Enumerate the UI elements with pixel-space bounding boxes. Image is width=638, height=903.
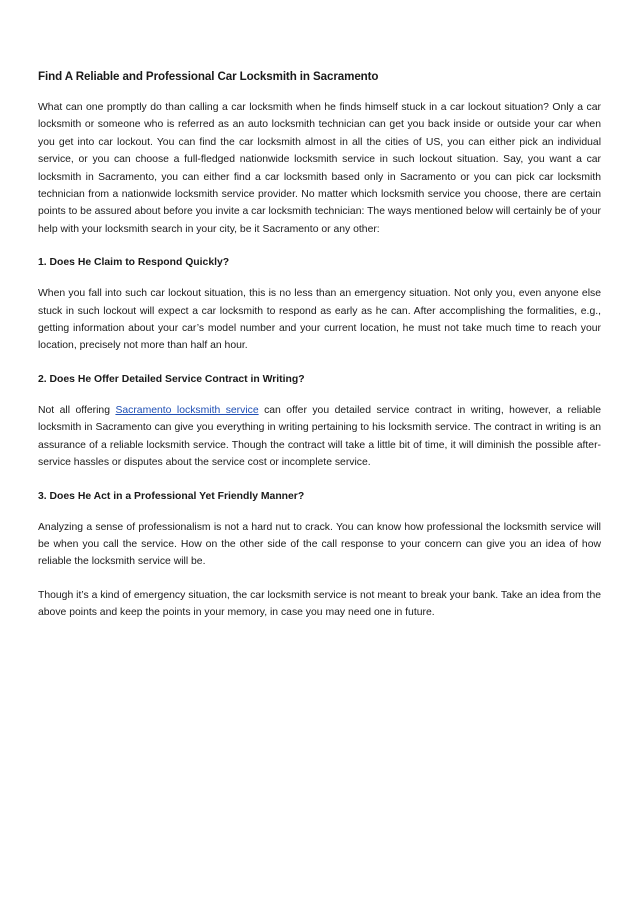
section-3-body: Analyzing a sense of professionalism is not a hard nut to crack. You can know how professional the locksmith service will be when you call the service. How on the other side of the call response to your concern can give you an idea of how reliable the locksmith service will be. — [38, 521, 601, 568]
section-2-heading: 2. Does He Offer Detailed Service Contract in Writing? — [38, 373, 305, 385]
closing-paragraph: Though it’s a kind of emergency situation, the car locksmith service is not meant to break your bank. Take an idea from the above points and keep the points in your memory, in case you may need one in future. — [38, 589, 601, 619]
intro-paragraph: What can one promptly do than calling a car locksmith when he finds himself stuck in a car lockout situation? Only a car locksmith or someone who is referred as an auto locksmith technician can get you back inside or outside your car when you get into car lockout. You can find the car locksmith almost in all the cities of US, you can either pick an individual service, or you can choose a full-fledged nationwide locksmith service in such lockout situation. Say, you want a car locksmith in Sacramento, you can either find a car locksmith based only in Sacramento or you can pick car locksmith technician from a nationwide locksmith service provider. No matter which locksmith service you choose, there are certain points to be assured about before you invite a car locksmith technician: The ways mentioned below will certainly be of your help with your locksmith search in your city, be it Sacramento or any other: — [38, 102, 601, 235]
document-page — [38, 68, 601, 638]
section-1-body: When you fall into such car lockout situation, this is no less than an emergency situation. Not only you, even anyone else stuck in such lockout will expect a car locksmith to respond as early as he can. After accomplishing the formalities, e.g., getting information about your car’s model number and your current location, he must not take much time to reach your location, precisely not more than half an hour. — [38, 288, 601, 352]
section-2-text-before-link: Not all offering — [38, 404, 116, 416]
section-1-heading: 1. Does He Claim to Respond Quickly? — [38, 257, 230, 269]
sacramento-locksmith-service-link[interactable]: Sacramento locksmith service — [115, 404, 259, 416]
section-2-body — [38, 402, 601, 472]
document-title: Find A Reliable and Professional Car Locksmith in Sacramento — [38, 70, 379, 83]
section-3-heading: 3. Does He Act in a Professional Yet Friendly Manner? — [38, 490, 305, 502]
section-2-text-after-link: can offer you detailed service contract in writing, however, a reliable locksmith in Sacramento can give you everything in writing pertaining to his locksmith service. The contract in writing is an assurance of a reliable locksmith service. Though the contract will take a little bit of time, it will diminish the possible after-service hassles or disputes about the service cost or incomplete service. — [38, 404, 601, 469]
